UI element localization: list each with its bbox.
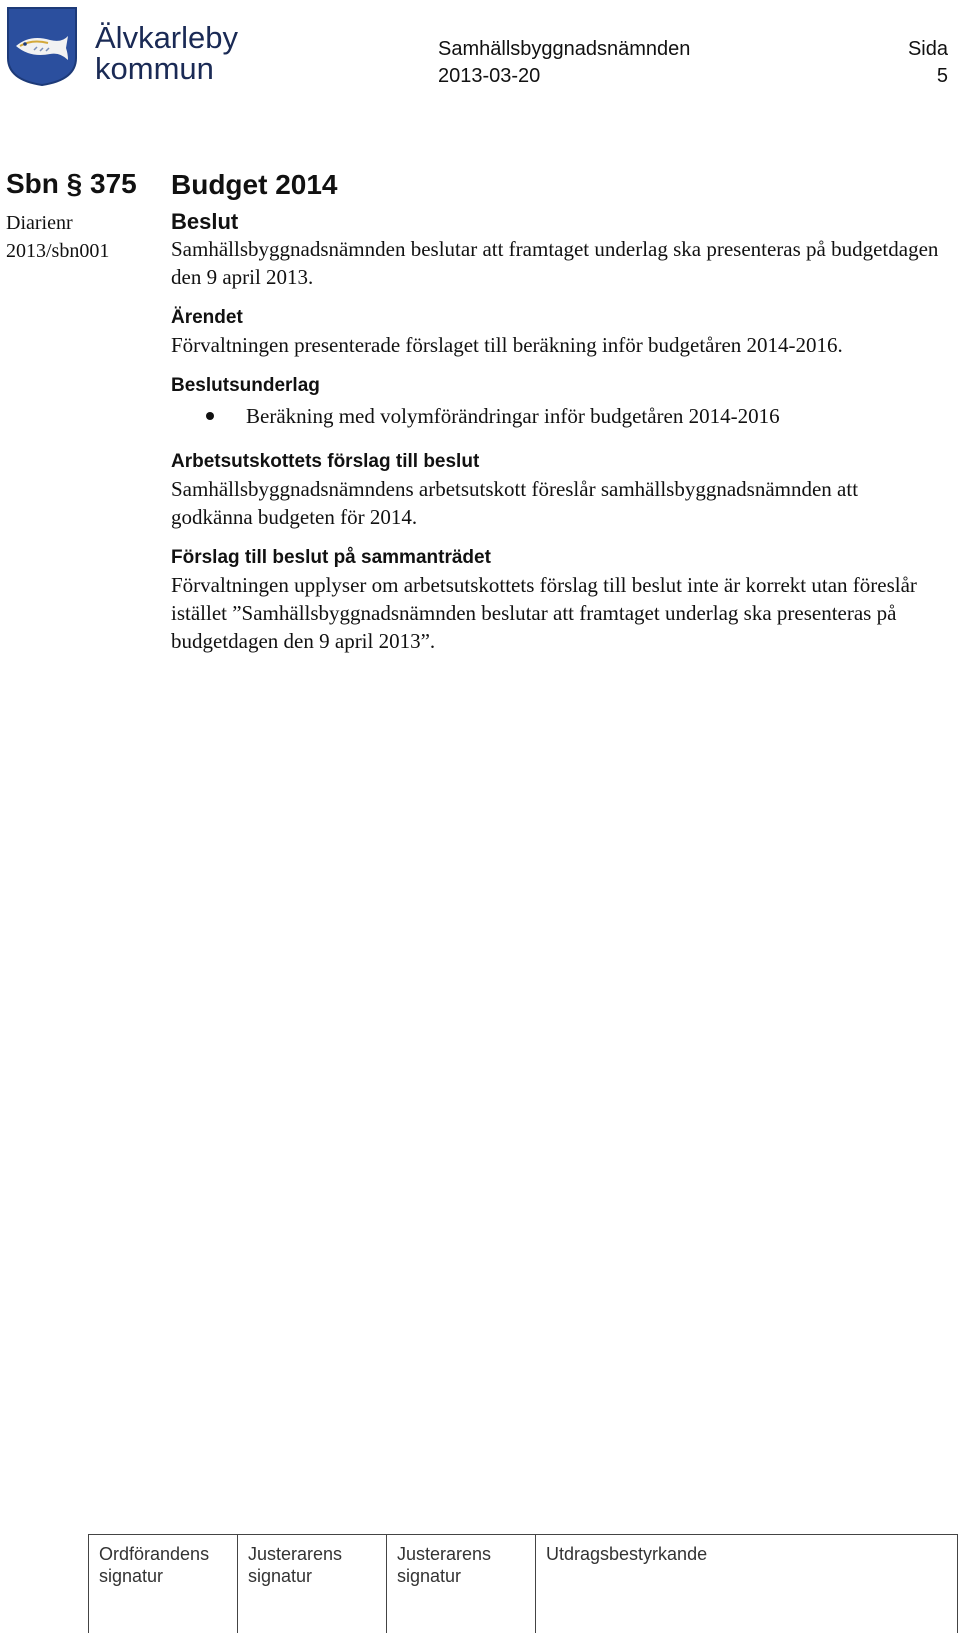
beslut-heading: Beslut	[171, 209, 239, 234]
signature-label: Justerarens	[397, 1544, 492, 1564]
signature-sublabel: signatur	[99, 1566, 164, 1586]
coat-of-arms-fish-icon	[6, 6, 78, 86]
page-number: 5	[936, 65, 948, 87]
municipality-logo-text	[95, 22, 238, 84]
beslutsunderlag-heading: Beslutsunderlag	[171, 375, 320, 396]
diarie-label: Diarienr	[6, 212, 73, 234]
signature-sublabel: signatur	[397, 1566, 462, 1586]
section-number: Sbn § 375	[6, 168, 137, 199]
logo-line-2: kommun	[95, 51, 214, 86]
extract-certification-cell	[535, 1535, 957, 1633]
au-forslag-text: Samhällsbyggnadsnämndens arbetsutskott föreslår samhällsbyggnadsnämnden att godkänna budgeten för 2014.	[171, 477, 859, 529]
signature-sublabel: signatur	[248, 1566, 313, 1586]
forslag-sammantradet-heading: Förslag till beslut på sammanträdet	[171, 547, 491, 568]
bullet-icon	[206, 412, 214, 420]
document-title: Budget 2014	[171, 169, 338, 200]
chair-signature-cell	[88, 1535, 237, 1633]
committee-name: Samhällsbyggnadsnämnden	[438, 38, 691, 60]
arendet-text: Förvaltningen presenterade förslaget till beräkning inför budgetåren 2014-2016.	[171, 333, 843, 357]
meeting-date: 2013-03-20	[438, 65, 541, 87]
arendet-heading: Ärendet	[171, 307, 243, 328]
diarie-number: 2013/sbn001	[6, 240, 110, 262]
adjuster-signature-cell	[237, 1535, 386, 1633]
logo-line-1: Älvkarleby	[95, 20, 238, 55]
main-content	[171, 168, 941, 669]
au-forslag-heading: Arbetsutskottets förslag till beslut	[171, 451, 480, 472]
forslag-sammantradet-text: Förvaltningen upplyser om arbetsutskottets förslag till beslut inte är korrekt utan föreslår istället ”Samhällsbyggnadsnämnden beslutar att framtaget underlag ska presenteras på budgetdagen den 9 april 2013”.	[171, 573, 917, 653]
beslutsunderlag-list	[171, 401, 941, 431]
beslut-text: Samhällsbyggnadsnämnden beslutar att framtaget underlag ska presenteras på budgetdagen den 9 april 2013.	[171, 237, 939, 289]
list-item	[171, 401, 941, 431]
signature-table	[88, 1534, 958, 1633]
signature-label: Ordförandens	[99, 1544, 210, 1564]
adjuster-signature-cell-2	[386, 1535, 535, 1633]
signature-label: Utdragsbestyrkande	[546, 1544, 708, 1564]
page-label: Sida	[907, 38, 948, 60]
list-item-text: Beräkning med volymförändringar inför budgetåren 2014-2016	[246, 404, 780, 428]
signature-label: Justerarens	[248, 1544, 343, 1564]
